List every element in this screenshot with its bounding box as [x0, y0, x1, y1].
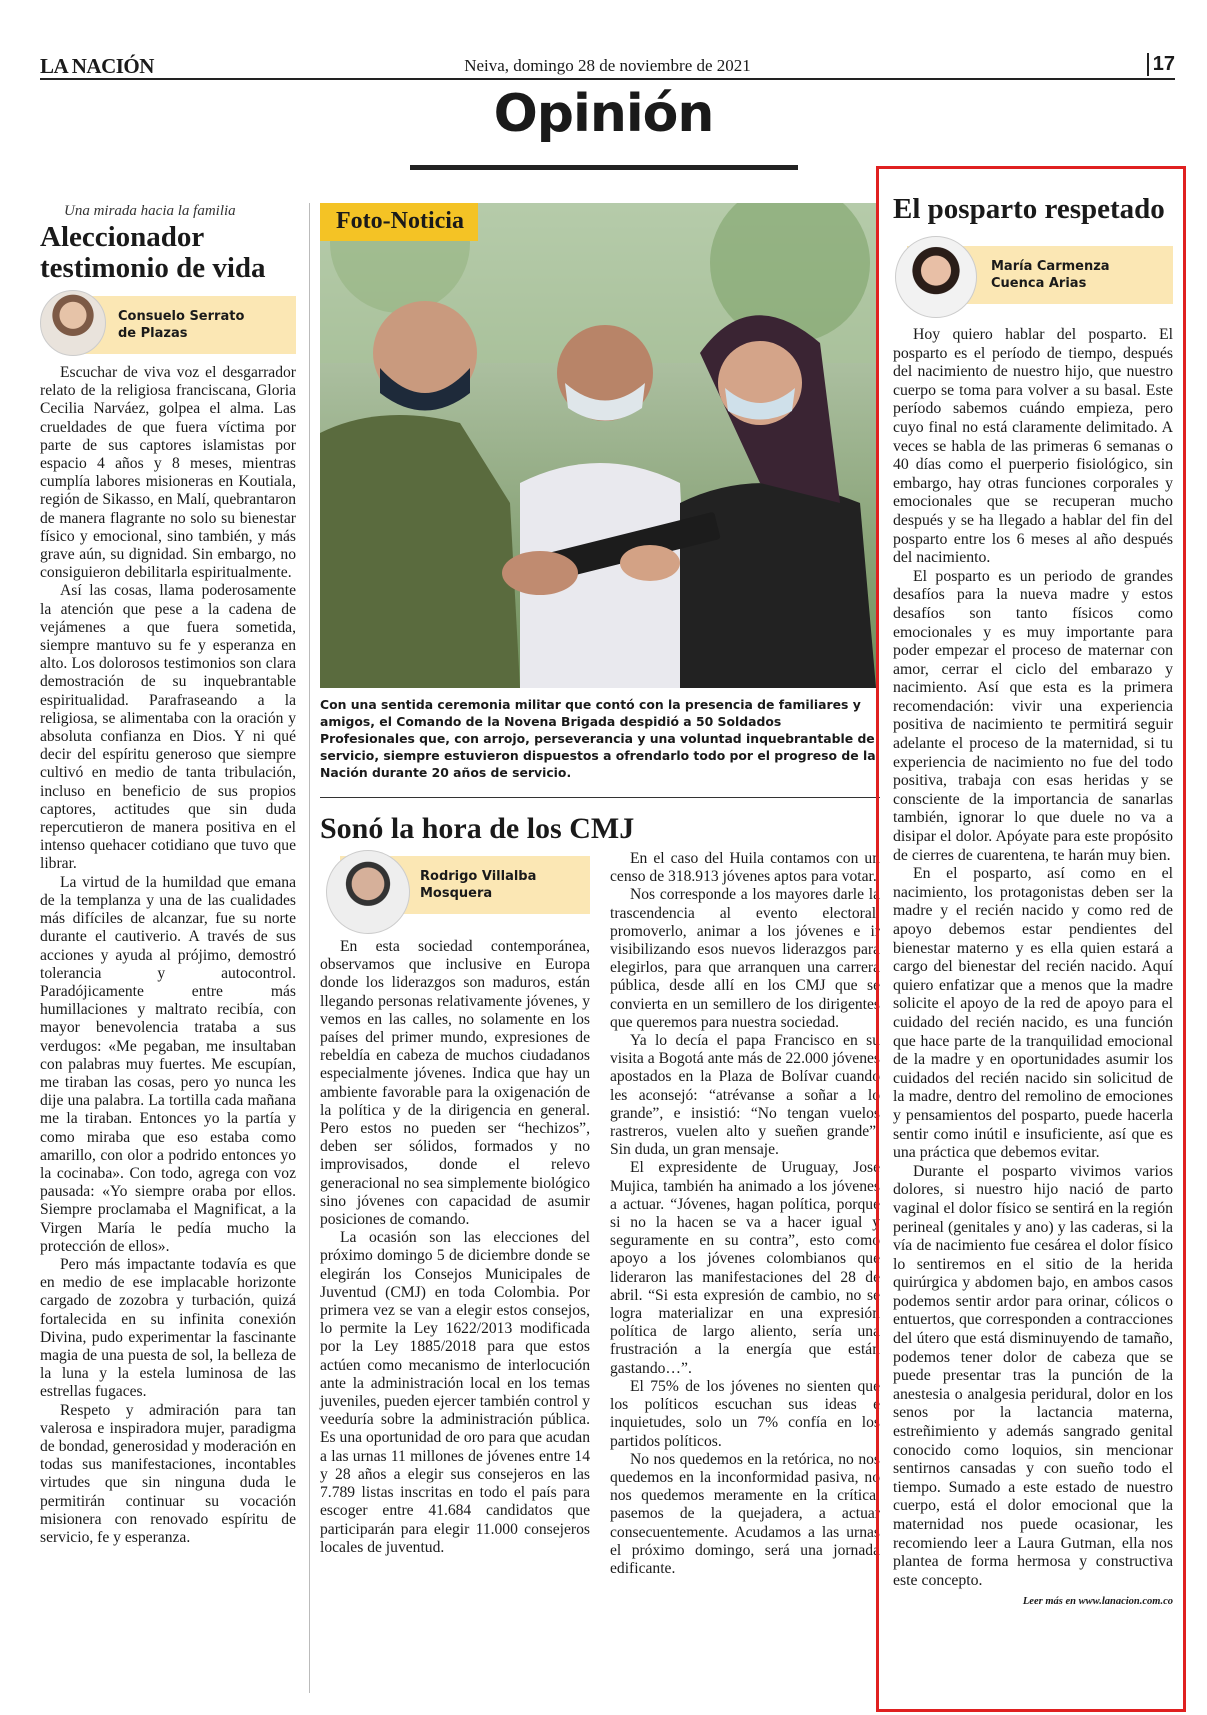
paragraph: La ocasión son las elecciones del próximo domingo 5 de diciembre donde se elegirán los Consejos Municipales de Juventud (CMJ) en toda Colombia. Por primera vez se van a elegir estos consejos, lo permite la Ley 1622/2013 modificada por la Ley 1885/2018 para que estos actúen como mecanismo de interlocución ante la administración local en los temas juveniles, pueden ejercer también control y veeduría sobre la administración pública. Es una oportunidad de oro para que acudan a las urnas 11 millones de jóvenes entre 14 y 28 años a elegir sus consejeros en las 7.789 listas inscritas en todo el país para escoger entre 41.684 candidatos que participarán para elegir 11.000 consejeros locales de juventud.: [320, 1229, 590, 1556]
article-body: [320, 938, 590, 1557]
article-headline: Sonó la hora de los CMJ: [320, 812, 635, 845]
center-column: [320, 203, 880, 1578]
byline: [40, 290, 296, 354]
masthead: [40, 52, 1175, 80]
paragraph: Durante el posparto vivimos varios dolores, si nuestro hijo nació de parto vaginal el dolor físico se sentirá en la región perineal (genitales y ano) y las caderas, si la vía de nacimiento fue cesárea el dolor físico lo sentiremos en el sitio de la herida quirúrgica y abdomen bajo, en ambos casos podemos sentir ardor para orinar, cólicos o entuertos, que corresponden a contracciones del útero que está disminuyendo de tamaño, podemos tener dolor de cabeza que se puede presentar tras la punción de la anestesia o analgesia peridural, dolor en los senos por la lactancia materna, estreñimiento y además sangrado genital conocido como loquios, sin mencionar sentirnos cansadas y con sueño todo el tiempo. Sumado a este estado de nuestro cuerpo, está el dolor emocional que la maternidad nos puede ocasionar, les recomiendo leer a Laura Gutman, ella nos plantea de forma hermosa y constructiva este concepto.: [893, 1162, 1173, 1589]
paragraph: No nos quedemos en la retórica, no nos quedemos en la inconformidad pasiva, no nos quedemos meramente en la crítica, pasemos de la quejadera, a actuar consecuentemente. Acudamos a las urnas el próximo domingo, será una jornada edificante.: [610, 1450, 880, 1577]
dateline: Neiva, domingo 28 de noviembre de 2021: [464, 56, 751, 75]
article-posparto: [893, 193, 1173, 1607]
paragraph: Pero más impactante todavía es que en medio de ese implacable horizonte cargado de zozobra y turbación, quizá fortalecida en su infinita conexión Divina, pudo experimentar la fascinante magia de una puesta de sol, la belleza de la luna y la estela luminosa de las estrellas fugaces.: [40, 1255, 296, 1401]
article-body: [893, 326, 1173, 1590]
author-photo: [895, 236, 977, 318]
author-name: María Carmenza Cuenca Arias: [991, 259, 1110, 291]
paragraph: En el caso del Huila contamos con un censo de 318.913 jóvenes aptos para votar.: [610, 850, 880, 886]
paragraph: Ya lo decía el papa Francisco en su visita a Bogotá ante más de 22.000 jóvenes apostados en la Plaza de Bolívar cuando les aconsejó: “atrévanse a soñar a lo grande”, e insistió: “No tengan vuelos rastreros, vuelen alto y sueñen grande”. Sin duda, un gran mensaje.: [610, 1032, 880, 1159]
photo-caption: Con una sentida ceremonia militar que contó con la presencia de familiares y amigos, el Comando de la Novena Brigada despidió a 50 Soldados Profesionales que, con arrojo, perseverancia y una voluntad inquebrantable de servicio, siempre estuvieron dispuestos a ofrendarlo todo por el progreso de la Nación durante 20 años de servicio.: [320, 697, 876, 780]
byline: [893, 236, 1173, 316]
read-more-link[interactable]: Leer más en www.lanacion.com.co: [1022, 1596, 1173, 1608]
newspaper-logo: LA NACIÓN: [40, 54, 154, 78]
paragraph: En esta sociedad contemporánea, observamos que inclusive en Europa donde los liderazgos son maduros, están llegando personas relativamente jóvenes, y vemos en las calles, no solamente en los países del primer mundo, expresiones de rebeldía en cabeza de muchos ciudadanos especialmente jóvenes. Indica que hay un ambiente favorable para la oxigenación de la política y de la dirigencia en general. Pero estos no pueden ser “hechizos”, deben ser sólidos, formados y no improvisados, donde el relevo generacional no sea simplemente biológico sino jóvenes con capacidad de asumir posiciones de comando.: [320, 938, 590, 1229]
article-headline: El posparto respetado: [893, 193, 1165, 225]
article-body: [610, 850, 880, 1578]
column-rule: [309, 203, 310, 1693]
article-aleccionador: [40, 203, 296, 1547]
paragraph: El expresidente de Uruguay, José Mujica, también ha animado a los jóvenes a actuar. “Jóvenes, hagan política, porque si no la hacen se va a hacer igual y seguramente en su contra”, esto como apoyo a los jóvenes colombianos que lideraron las manifestaciones del 28 de abril. “Si esta expresión de cambio, no se logra materializar en una expresión política de largo aliento, sería una frustración a la energía que están gastando…”.: [610, 1159, 880, 1377]
author-name: Consuelo Serrato de Plazas: [118, 309, 245, 341]
paragraph: La virtud de la humildad que emana de la templanza y una de las cualidades más difíciles de alcanzar, fue su norte durante el cautiverio. A través de sus acciones y ayuda al prójimo, demostró tolerancia y autocontrol. Paradójicamente entre más humillaciones y maltrato recibía, con mayor benevolencia trataba a sus verdugos: «Me pegaban, me insultaban con palabras muy fuertes. Me escupían, me tiraban las cosas, pero yo nunca les dije una palabra. La tortilla cada mañana me la tiraban. Entonces yo la partía y como miraba que eso estaba como amarillo, con olor a podrido entonces yo la cocinaba». Con todo, agrega con voz pausada: «Yo siempre oraba por ellos. Siempre proclamaba el Magnificat, a la Virgen María le pedía mucho la protección de ellos».: [40, 873, 296, 1255]
author-photo: [40, 290, 106, 356]
article-kicker: Una mirada hacia la familia: [64, 203, 236, 219]
paragraph: En el posparto, así como en el nacimiento, los protagonistas deben ser la madre y el recién nacido y como red de apoyo debemos estar pendientes del bienestar materno y es ella quien estará a cargo del bienestar del recién nacido. Aquí quiero enfatizar que a menos que la madre solicite el apoyo de la red de apoyo para el cuidado del recién nacido, es una función que hace parte de la tranquilidad emocional de la madre y en oportunidades asumir los cuidados del recién nacido sin solicitud de la madre, dentro del remolino de emociones y pensamientos del posparto, puede hacerla sentir como inútil e insuficiente, así que es una práctica que debemos evitar.: [893, 865, 1173, 1162]
paragraph: El posparto es un periodo de grandes desafíos para la nueva madre y estos desafíos son tanto físicos como emocionales y es muy importante para poder empezar el proceso de maternar con amor, cerrar el ciclo del embarazo y nacimiento. Así que esta es la primera recomendación: vivir una experiencia positiva de nacimiento te permitirá seguir adelante el proceso de la maternidad, si tu experiencia de nacimiento no fue del todo positiva, trabaja con esas heridas y se consciente de la importancia de sanarlas también, ignorar lo que duele no va a disipar el dolor. Apóyate para este propósito de cierres de cuarentena, te harán muy bien.: [893, 567, 1173, 864]
paragraph: Escuchar de viva voz el desgarrador relato de la religiosa franciscana, Gloria Cecilia Narváez, golpea el alma. Las crueldades de que fuera víctima por parte de sus captores islamistas por espacio 4 años y 8 meses, mientras cumplía labores misioneras en Koutiala, región de Sikasso, en Malí, quebrantaron de manera flagrante no solo su bienestar físico y emocional, sino también, y más grave aún, su dignidad. Sin embargo, no consiguieron debilitarla espiritualmente.: [40, 364, 296, 582]
article-column-right: [610, 850, 880, 1578]
article-body: [40, 364, 296, 1547]
ceremony-photo: [320, 203, 876, 688]
news-photo: [320, 203, 876, 688]
page-number: 17: [1147, 53, 1175, 76]
section-title: Opinión: [493, 84, 714, 144]
section-rule: [410, 165, 798, 170]
article-cmj: [320, 850, 880, 1578]
paragraph: El 75% de los jóvenes no sienten que los políticos escuchan sus ideas e inquietudes, solo un 7% confía en los partidos políticos.: [610, 1377, 880, 1450]
article-column-left: [320, 850, 590, 1578]
author-name: Rodrigo Villalba Mosquera: [420, 869, 537, 901]
highlight-box: [876, 166, 1186, 1712]
divider: [320, 797, 880, 798]
paragraph: Respeto y admiración para tan valerosa e inspiradora mujer, paradigma de bondad, generosidad y moderación en todas sus manifestaciones, incontables virtudes que sin ninguna duda le permitirán continuar su vocación misionera con renovado espíritu de servicio, fe y esperanza.: [40, 1401, 296, 1546]
paragraph: Así las cosas, llama poderosamente la atención que pese a la cadena de vejámenes a que fuera sometida, siempre mantuvo su fe y esperanza en alto. Los dolorosos testimonios son clara demostración de su inquebrantable espiritualidad. Parafraseando a la religiosa, se alimentaba con la oración y absoluta confianza en Dios. Y ni qué decir del espíritu generoso que siempre cultivó en medio de tanta tribulación, incluso en beneficio de sus propios captores, actitudes que sin duda repercutieron de manera positiva en el intenso quehacer cotidiano que tuvo que librar.: [40, 582, 296, 873]
paragraph: Nos corresponde a los mayores darle la trascendencia al evento electoral, promoverlo, animar a los jóvenes e ir visibilizando esos nuevos liderazgos para elegirlos, para que arranquen una carrera pública, desde allí en los CMJ que se convierta en un semillero de los dirigentes que queremos para nuestra sociedad.: [610, 886, 880, 1031]
byline: [320, 850, 590, 914]
paragraph: Hoy quiero hablar del posparto. El posparto es el período de tiempo, después del nacimiento de nuestro hijo, que nuestro cuerpo se toma para volver a su basal. Este período sabemos cuándo empieza, pero cuyo final no está claramente delimitado. A veces se habla de las primeras 6 semanas o 40 días como el puerperio fisiológico, sin embargo, hay otras funciones corporales y emocionales que se recuperan mucho después y se ha llegado a hablar del fin del posparto entre los 6 meses al año después del nacimiento.: [893, 326, 1173, 567]
foto-noticia-tag: Foto-Noticia: [320, 203, 478, 241]
author-photo: [326, 850, 410, 934]
article-headline: Aleccionador testimonio de vida: [40, 221, 266, 284]
